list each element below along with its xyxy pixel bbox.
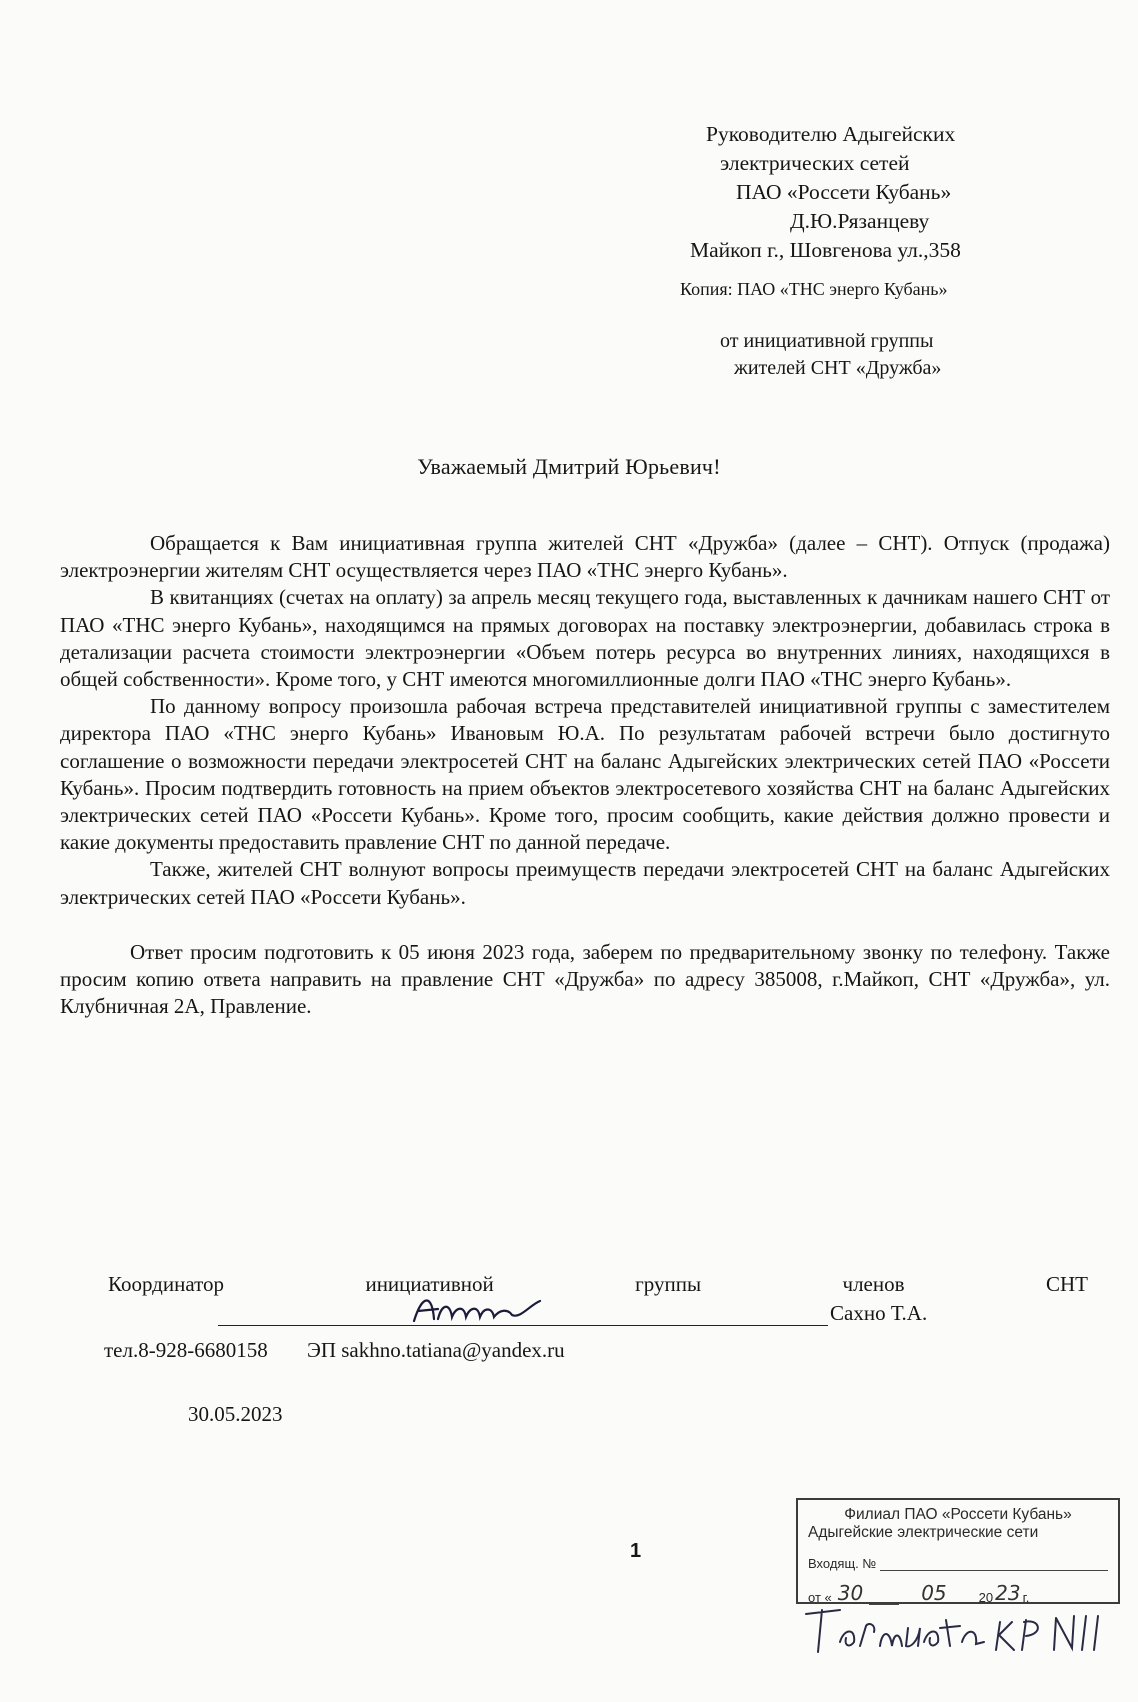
paragraph-3: По данному вопросу произошла рабочая встреча представителей инициативной группы с заместителем директора ПАО «ТНС энерго Кубань» Ивановым Ю.А. По результатам рабочей встречи было достигнуто соглашение о возможности передачи электросетей СНТ на баланс Адыгейских электрических сетей ПАО «Россети Кубань». Просим подтвердить готовность на прием объектов электросетевого хозяйства СНТ на баланс Адыгейских электрических сетей ПАО «Россети Кубань». Кроме того, просим сообщить, какие действия должно провести и какие документы предоставить правление СНТ по данной передаче. (60, 694, 1110, 855)
addressee-line-3: ПАО «Россети Кубань» (736, 180, 952, 204)
addressee-line-1: Руководителю Адыгейских (706, 122, 956, 146)
signature-word-4: членов (842, 1272, 905, 1296)
stamp-month: 05 (921, 1581, 947, 1605)
stamp-year-prefix: 20 (978, 1590, 994, 1605)
incoming-registration-stamp (796, 1498, 1120, 1604)
page-number: 1 (630, 1540, 642, 1562)
handwritten-registrar-name (800, 1602, 1130, 1662)
signature-word-3: группы (635, 1272, 702, 1296)
contacts-line (104, 1338, 565, 1363)
signature-line-row (108, 1301, 1088, 1335)
from-line-2: жителей СНТ «Дружба» (734, 357, 942, 379)
letter-date: 30.05.2023 (188, 1402, 283, 1426)
stamp-line-1: Филиал ПАО «Россети Кубань» (844, 1506, 1072, 1523)
copy-line: Копия: ПАО «ТНС энерго Кубань» (680, 279, 948, 299)
stamp-date-label: от « (808, 1590, 832, 1605)
signature-block (108, 1272, 1088, 1335)
signature-title-row (108, 1272, 1088, 1297)
addressee-block (680, 120, 1060, 382)
stamp-registration-row (808, 1556, 1108, 1571)
stamp-year-suffix: 23 (995, 1581, 1021, 1605)
handwritten-signature (408, 1289, 558, 1329)
phone-number: тел.8-928-6680158 (104, 1338, 268, 1362)
addressee-line-5: Майкоп г., Шовгенова ул.,358 (690, 238, 961, 262)
stamp-reg-field (880, 1556, 1108, 1571)
signature-word-2: инициативной (365, 1272, 494, 1296)
signer-name: Сахно Т.А. (830, 1301, 928, 1325)
signature-word-5: СНТ (1045, 1272, 1088, 1296)
from-block (680, 328, 1060, 382)
stamp-day: 30 (837, 1581, 864, 1605)
paragraph-1: Обращается к Вам инициативная группа жителей СНТ «Дружба» (далее – СНТ). Отпуск (продажа) электроэнергии жителям СНТ осуществляется через ПАО «ТНС энерго Кубань». (60, 531, 1110, 583)
paragraph-4: Также, жителей СНТ волнуют вопросы преимуществ передачи электросетей СНТ на баланс Адыгейских электрических сетей ПАО «Россети Кубань». (60, 857, 1110, 909)
signature-word-1: Координатор (108, 1272, 225, 1296)
stamp-line-2: Адыгейские электрические сети (808, 1524, 1039, 1541)
paragraph-2: В квитанциях (счетах на оплату) за апрель месяц текущего года, выставленных к дачникам нашего СНТ от ПАО «ТНС энерго Кубань», находящимся на прямых договорах на поставку электроэнергии, добавилась строка в детализации расчета стоимости электроэнергии «Объем потерь ресурса во внутренних линиях, находящихся в общей собственности». Кроме того, у СНТ имеются многомиллионные долги ПАО «ТНС энерго Кубань». (60, 585, 1110, 692)
from-line-1: от инициативной группы (720, 330, 934, 352)
salutation: Уважаемый Дмитрий Юрьевич! (417, 454, 721, 479)
stamp-year-end: г. (1022, 1590, 1030, 1605)
addressee-line-4: Д.Ю.Рязанцеву (790, 209, 930, 233)
email-address: ЭП sakhno.tatiana@yandex.ru (306, 1338, 565, 1362)
addressee-line-2: электрических сетей (720, 151, 910, 175)
closing-paragraph: Ответ просим подготовить к 05 июня 2023 года, заберем по предварительному звонку по телефону. Также просим копию ответа направить на правление СНТ «Дружба» по адресу 385008, г.Майкоп, СНТ «Дружба», ул. Клубничная 2А, Правление. (60, 939, 1110, 1019)
letter-body (60, 530, 1110, 1020)
stamp-reg-label: Входящ. № (808, 1556, 877, 1571)
